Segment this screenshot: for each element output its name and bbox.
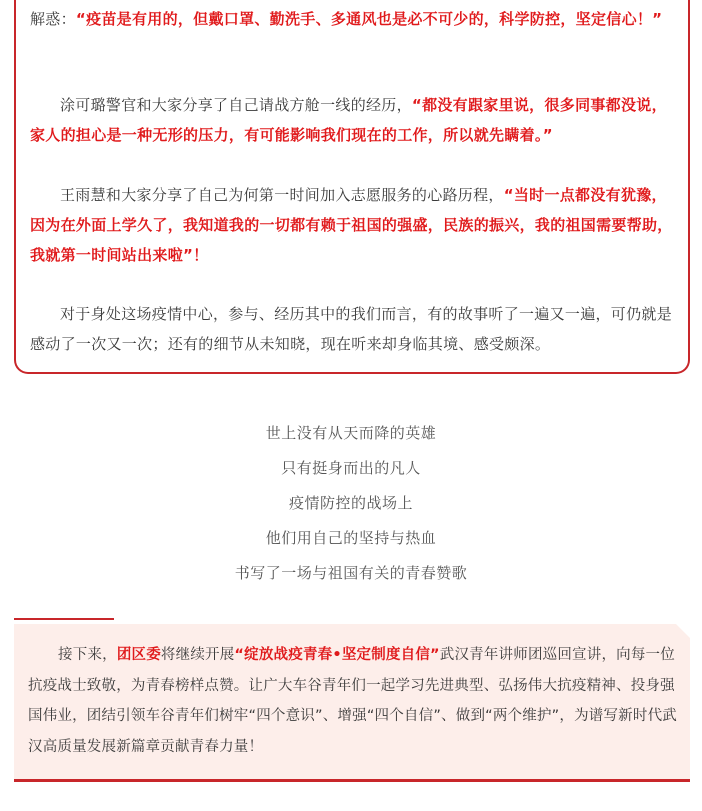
poem-line: 书写了一场与祖国有关的青春赞歌 bbox=[234, 564, 468, 582]
poem-block bbox=[0, 416, 702, 591]
box-accent-line bbox=[14, 618, 114, 620]
highlight-quote: “都没有跟家里说，很多同事都没说，家人的担心是一种无形的压力，有可能影响我们现在的工作，所以就先瞒着。” bbox=[30, 96, 667, 144]
closing-text: 接下来， bbox=[58, 647, 117, 663]
closing-text: 武汉青年讲师团巡回宣讲，向每一位抗疫战士致敬，为青春榜样点赞。让广大车谷青年们一起学习先进典型、弘扬伟大抗疫精神、投身强国伟业，团结引领车谷青年们树牢“四个意识”、增强“四个自信”、做到“两个维护”，为谱写新时代武汉高质量发展新篇章贡献青春力量！ bbox=[28, 647, 677, 755]
highlight-quote: “疫苗是有用的，但戴口罩、勤洗手、多通风也是必不可少的，科学防控，坚定信心！” bbox=[75, 10, 663, 28]
closing-text: 将继续开展 bbox=[160, 647, 235, 663]
paragraph-lead: 王雨慧和大家分享了自己为何第一时间加入志愿服务的心路历程， bbox=[60, 186, 504, 204]
org-name: 团区委 bbox=[116, 647, 161, 663]
poem-line: 他们用自己的坚持与热血 bbox=[265, 529, 437, 547]
box-bottom-line bbox=[14, 779, 690, 782]
closing-paragraph bbox=[28, 640, 678, 762]
poem-line: 只有挺身而出的凡人 bbox=[281, 459, 421, 477]
paragraph-lead: 涂可璐警官和大家分享了自己请战方舱一线的经历， bbox=[60, 96, 412, 114]
highlight-quote: “当时一点都没有犹豫，因为在外面上学久了，我知道我的一切都有赖于祖国的强盛，民族的振兴，我的祖国需要帮助，我就第一时间站出来啦”！ bbox=[30, 186, 673, 264]
paragraph-police-officer bbox=[30, 90, 674, 150]
paragraph-lead: 解惑： bbox=[30, 10, 76, 28]
paragraph-vaccine bbox=[30, 4, 674, 34]
paragraph-volunteer bbox=[30, 180, 674, 270]
poem-line: 世上没有从天而降的英雄 bbox=[265, 424, 437, 442]
campaign-name: “绽放战疫青春•坚定制度自信” bbox=[234, 647, 440, 663]
box-folded-corner bbox=[676, 624, 690, 638]
poem-line: 疫情防控的战场上 bbox=[288, 494, 413, 512]
paragraph-reflection: 对于身处这场疫情中心，参与、经历其中的我们而言，有的故事听了一遍又一遍，可仍就是感动了一次又一次；还有的细节从未知晓，现在听来却身临其境、感受颇深。 bbox=[30, 305, 673, 353]
